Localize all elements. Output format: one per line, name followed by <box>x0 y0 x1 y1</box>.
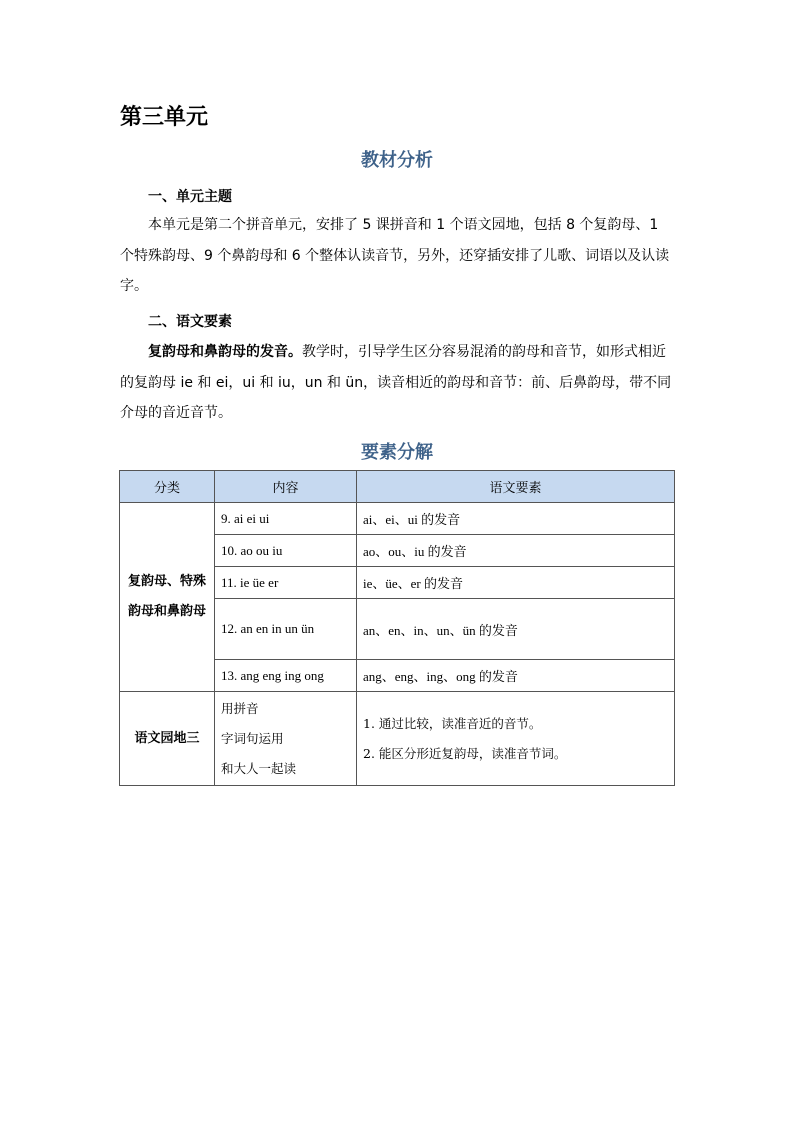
table-header-row <box>120 471 675 503</box>
section2-heading: 二、语文要素 <box>148 314 232 330</box>
list-item: 用拼音 <box>221 700 259 716</box>
header-content: 内容 <box>215 471 357 503</box>
unit-title: 第三单元 <box>120 105 209 130</box>
content-cell: 11. ie üe er <box>215 567 357 599</box>
table-row <box>120 503 675 535</box>
element-cell: an、en、in、un、ün 的发音 <box>357 599 675 660</box>
header-category: 分类 <box>120 471 215 503</box>
content-cell: 9. ai ei ui <box>215 503 357 535</box>
analysis-title: 教材分析 <box>361 150 433 171</box>
category-cell: 语文园地三 <box>120 692 215 786</box>
section1-text: 本单元是第二个拼音单元，安排了 5 课拼音和 1 个语文园地，包括 8 个复韵母、1 个特殊韵母、9 个鼻韵母和 6 个整体认读音节，另外，还穿插安排了儿歌、词语以及认读字。 <box>120 217 670 294</box>
content-cell: 12. an en in un ün <box>215 599 357 660</box>
element-cell: ao、ou、iu 的发音 <box>357 535 675 567</box>
section2-paragraph <box>120 337 676 429</box>
list-item: 和大人一起读 <box>221 760 297 776</box>
section2-bold-lead: 复韵母和鼻韵母的发音。 <box>148 344 302 360</box>
breakdown-table <box>119 470 675 786</box>
table-row <box>120 692 675 786</box>
header-element: 语文要素 <box>357 471 675 503</box>
list-item: 1. 通过比较，读准音近的音节。 <box>363 715 542 731</box>
breakdown-title: 要素分解 <box>361 442 433 463</box>
section2-text: 教学时，引导学生区分容易混淆的韵母和音节，如形式相近的复韵母 ie 和 ei，ui 和 iu，un 和 ün，读音相近的韵母和音节：前、后鼻韵母，带不同介母的音近音节。 <box>120 344 672 421</box>
list-item: 字词句运用 <box>221 730 284 746</box>
content-cell: 10. ao ou iu <box>215 535 357 567</box>
element-cell: ie、üe、er 的发音 <box>357 567 675 599</box>
content-cell: 13. ang eng ing ong <box>215 660 357 692</box>
garden-items-cell <box>215 692 357 786</box>
element-cell: ang、eng、ing、ong 的发音 <box>357 660 675 692</box>
category-cell: 复韵母、特殊韵母和鼻韵母 <box>120 503 215 692</box>
element-cell: ai、ei、ui 的发音 <box>357 503 675 535</box>
list-item: 2. 能区分形近复韵母，读准音节词。 <box>363 745 567 761</box>
section1-heading: 一、单元主题 <box>148 189 232 205</box>
garden-objectives-cell <box>357 692 675 786</box>
